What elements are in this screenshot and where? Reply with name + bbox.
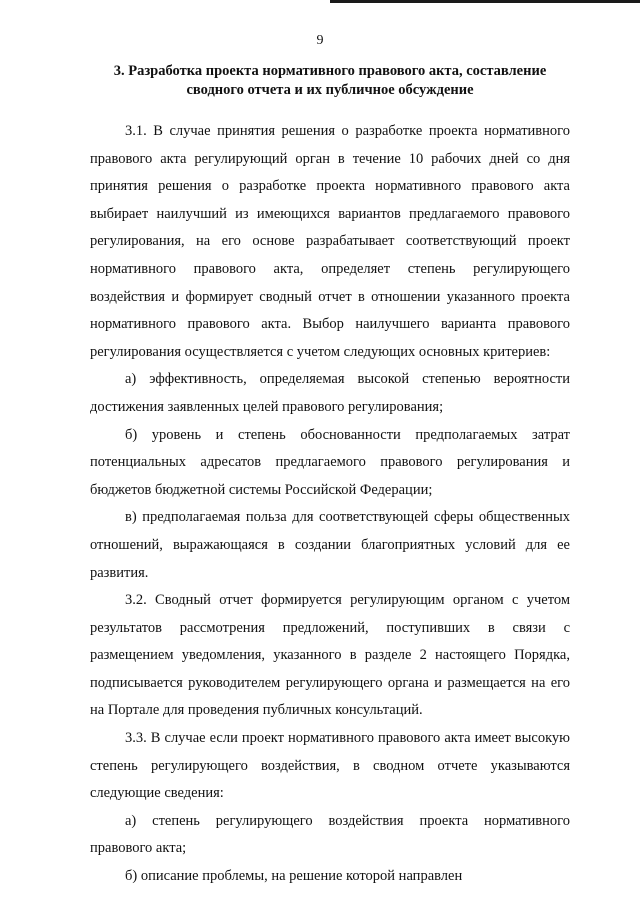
page-number: 9 — [316, 33, 324, 48]
paragraph-3-3-b: б) описание проблемы, на решение которой направлен — [125, 868, 463, 885]
section-heading: 3. Разработка проекта нормативного правового акта, составление сводного отчета и их публичное обсуждение — [113, 63, 547, 98]
paragraph-3-3: 3.3. В случае если проект нормативного правового акта имеет высокую степень регулирующего воздействия, в сводном отчете указываются следующие сведения: — [90, 730, 570, 802]
paragraph-3-1-b: б) уровень и степень обоснованности предполагаемых затрат потенциальных адресатов предлагаемого правового регулирования и бюджетов бюджетной системы Российской Федерации; — [90, 426, 570, 498]
document-body — [90, 62, 570, 891]
paragraph-3-1-a: а) эффективность, определяемая высокой степенью вероятности достижения заявленных целей правового регулирования; — [90, 371, 570, 415]
scan-edge-mark — [330, 0, 640, 3]
paragraph-3-2: 3.2. Сводный отчет формируется регулирующим органом с учетом результатов рассмотрения предложений, поступивших в связи с размещением уведомления, указанного в разделе 2 настоящего Порядка, подписывается руководителем регулирующего органа и размещается на его на Портале для проведения публичных консультаций. — [90, 592, 570, 719]
paragraph-3-1-v: в) предполагаемая польза для соответствующей сферы общественных отношений, выражающаяся в создании благоприятных условий для ее развития. — [90, 509, 570, 581]
paragraph-3-3-a: а) степень регулирующего воздействия проекта нормативного правового акта; — [90, 812, 570, 857]
paragraph-3-1: 3.1. В случае принятия решения о разработке проекта нормативного правового акта регулирующий орган в течение 10 рабочих дней со дня принятия решения о разработке проекта нормативного правового акта выбирает наилучший из имеющихся вариантов предлагаемого правового регулирования, на его основе разрабатывает соответствующий проект нормативного правового акта, определяет степень регулирующего воздействия и формирует сводный отчет в отношении указанного проекта нормативного правового акта. Выбор наилучшего варианта правового регулирования осуществляется с учетом следующих основных критериев: — [90, 123, 570, 360]
